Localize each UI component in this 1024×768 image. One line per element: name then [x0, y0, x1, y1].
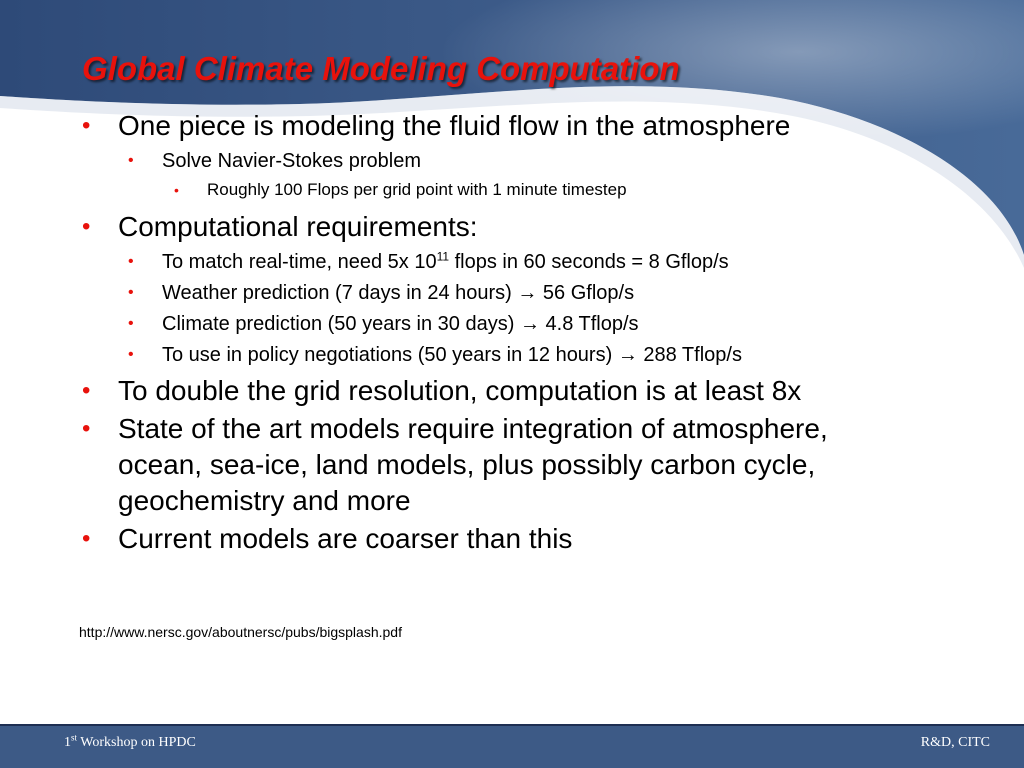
sub-bullet-item [128, 280, 982, 306]
footer-bar [0, 724, 1024, 768]
bullet-icon: • [174, 182, 179, 198]
bullet-item [82, 108, 982, 144]
sub-bullet-item [128, 311, 982, 337]
arrow-right-icon: → [519, 313, 540, 335]
arrow-right-icon: → [517, 282, 538, 304]
sub-sub-bullet-item [174, 179, 982, 201]
sub-bullet-text: Weather prediction (7 days in 24 hours) → 56 Gflop/s [162, 282, 635, 304]
bullet-item [82, 521, 982, 557]
bullet-icon: • [128, 346, 134, 363]
sub-bullet-text: Solve Navier-Stokes problem [162, 150, 421, 172]
bullet-text: Computational requirements: [118, 211, 478, 242]
bullet-item [82, 373, 982, 409]
bullet-text: One piece is modeling the fluid flow in the atmosphere [118, 110, 791, 141]
bullet-text: Current models are coarser than this [118, 523, 573, 554]
bullet-icon: • [82, 213, 91, 240]
bullet-icon: • [82, 525, 91, 552]
bullet-item [82, 411, 842, 519]
sub-bullet-text: Climate prediction (50 years in 30 days) → 4.8 Tflop/s [162, 313, 639, 335]
bullet-icon: • [128, 284, 134, 301]
sub-bullet-item [128, 342, 982, 368]
arrow-right-icon: → [617, 344, 638, 366]
bullet-icon: • [128, 152, 134, 169]
sub-sub-bullet-text: Roughly 100 Flops per grid point with 1 minute timestep [207, 180, 627, 199]
sub-bullet-item [128, 148, 982, 174]
exponent: 11 [436, 249, 450, 264]
sub-bullet-item [128, 249, 982, 275]
bullet-icon: • [128, 315, 134, 332]
source-link[interactable]: http://www.nersc.gov/aboutnersc/pubs/bigsplash.pdf [79, 624, 402, 640]
bullet-item [82, 209, 982, 245]
bullet-text: To double the grid resolution, computation is at least 8x [118, 375, 802, 406]
bullet-icon: • [128, 253, 134, 270]
bullet-icon: • [82, 112, 91, 139]
bullet-icon: • [82, 415, 91, 442]
footer-left-text: 1st Workshop on HPDC [64, 732, 196, 750]
footer-right-text: R&D, CITC [920, 735, 990, 750]
bullet-list [82, 108, 982, 559]
sub-bullet-text: To match real-time, need 5x $10^{11}$ flops in 60 seconds = 8 Gflop/s [162, 249, 729, 273]
slide-title: Global Climate Modeling Computation [82, 50, 680, 87]
bullet-text: State of the art models require integration of atmosphere, ocean, sea-ice, land models, plus possibly carbon cycle, geochemistry and more [118, 413, 828, 516]
sub-bullet-text: To use in policy negotiations (50 years in 12 hours) → 288 Tflop/s [162, 344, 742, 366]
bullet-icon: • [82, 377, 91, 404]
